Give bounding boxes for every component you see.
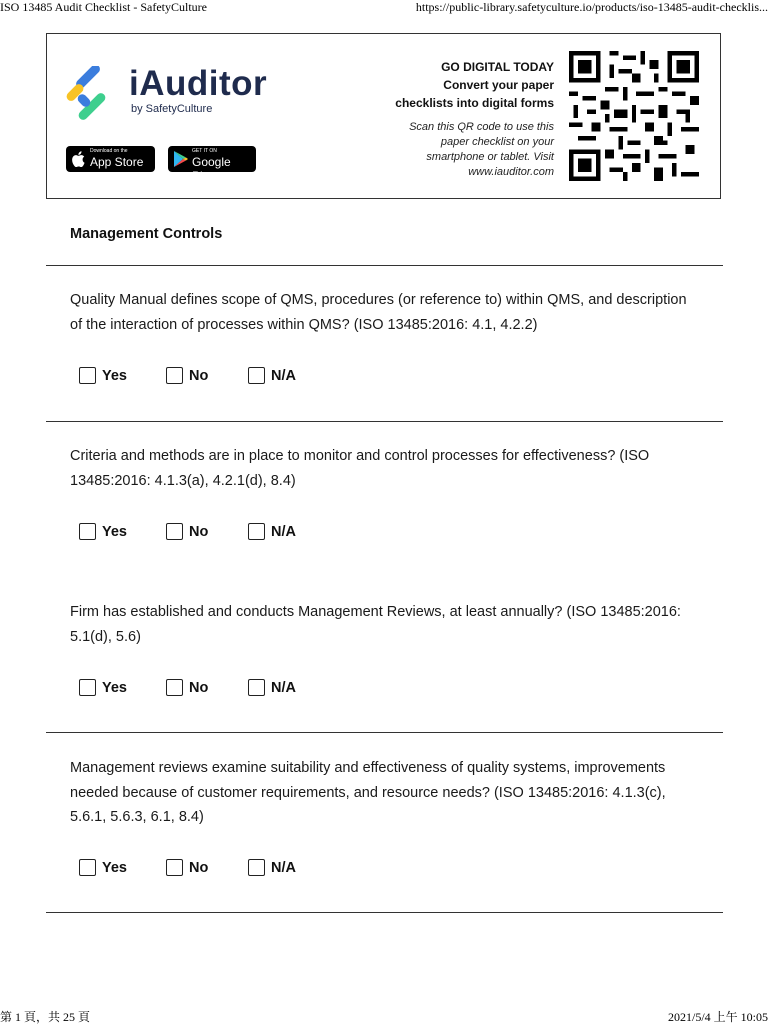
divider (46, 265, 723, 266)
scan-line-1: Scan this QR code to use this (409, 121, 554, 133)
option-no-label: No (189, 860, 209, 876)
promo-text (395, 58, 554, 180)
page-count: 第 1 頁，共 25 頁 (0, 1010, 91, 1024)
print-title: ISO 13485 Audit Checklist - SafetyCulture (0, 0, 207, 14)
checkbox-no[interactable] (166, 523, 183, 540)
print-header (0, 0, 768, 16)
section-title: Management Controls (70, 226, 223, 242)
option-no-label: No (189, 368, 209, 384)
scan-line-3: smartphone or tablet. Visit (426, 151, 554, 163)
logo-byline: by SafetyCulture (131, 103, 213, 115)
print-footer (0, 1008, 768, 1024)
divider (46, 912, 723, 913)
checkbox-yes[interactable] (79, 367, 96, 384)
divider (46, 732, 723, 733)
option-yes-label: Yes (102, 368, 127, 384)
checkbox-yes[interactable] (79, 859, 96, 876)
app-store-badge[interactable] (66, 146, 155, 172)
divider (46, 421, 723, 422)
print-datetime: 2021/5/4 上午 10:05 (667, 1010, 768, 1024)
question-text: Firm has established and conducts Management Reviews, at least annually? (ISO 13485:2016: 5.1(d), 5.6) (70, 604, 681, 645)
option-na-label: N/A (271, 368, 296, 384)
google-play-label: Google Play (192, 155, 231, 183)
checkbox-no[interactable] (166, 367, 183, 384)
option-no-label: No (189, 680, 209, 696)
google-play-icon (174, 151, 188, 167)
option-na-label: N/A (271, 860, 296, 876)
iauditor-banner (46, 33, 721, 199)
question-text: Criteria and methods are in place to monitor and control processes for effectiveness? (ISO 13485:2016: 4.1.3(a), 4.2.1(d), 8.4) (70, 448, 650, 489)
question-text: Management reviews examine suitability and effectiveness of quality systems, improvements needed because of customer requirements, and resource needs? (ISO 13485:2016: 4.1.3(c), 5.6.1, 5.6.3, 6.1, 8.4) (70, 760, 666, 825)
app-store-small: Download on the (90, 148, 128, 154)
app-store-label: App Store (90, 155, 144, 169)
question-text: Quality Manual defines scope of QMS, procedures (or reference to) within QMS, and description of the interaction of processes within QMS? (ISO 13485:2016: 4.1, 4.2.2) (70, 292, 687, 333)
option-na-label: N/A (271, 680, 296, 696)
qr-code-icon[interactable] (567, 51, 701, 181)
google-play-small: GET IT ON (192, 148, 217, 154)
google-play-badge[interactable] (168, 146, 256, 183)
logo-name: iAuditor (129, 64, 268, 103)
option-yes-label: Yes (102, 860, 127, 876)
promo-headline-1: GO DIGITAL TODAY (441, 60, 554, 74)
checkbox-na[interactable] (248, 523, 265, 540)
promo-headline-3: checklists into digital forms (395, 96, 554, 110)
checkbox-na[interactable] (248, 859, 265, 876)
checkbox-no[interactable] (166, 679, 183, 696)
iauditor-logo-icon (65, 66, 119, 120)
checkbox-na[interactable] (248, 367, 265, 384)
apple-icon (72, 151, 85, 167)
option-yes-label: Yes (102, 680, 127, 696)
checkbox-no[interactable] (166, 859, 183, 876)
checkbox-na[interactable] (248, 679, 265, 696)
scan-line-4: www.iauditor.com (468, 166, 554, 178)
print-url: https://public-library.safetyculture.io/products/iso-13485-audit-checklis... (415, 0, 768, 14)
scan-line-2: paper checklist on your (440, 136, 554, 148)
option-yes-label: Yes (102, 524, 127, 540)
promo-headline-2: Convert your paper (443, 78, 554, 92)
checkbox-yes[interactable] (79, 679, 96, 696)
option-no-label: No (189, 524, 209, 540)
option-na-label: N/A (271, 524, 296, 540)
checkbox-yes[interactable] (79, 523, 96, 540)
